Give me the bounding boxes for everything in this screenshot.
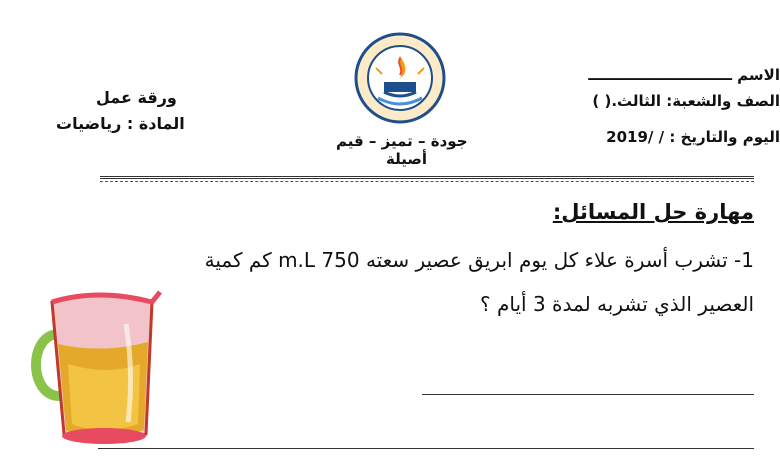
answer-line-long [98, 448, 754, 449]
school-motto-line2: أصيلة [386, 150, 427, 168]
answer-line-short [422, 394, 754, 395]
question-line-1: 1- تشرب أسرة علاء كل يوم ابريق عصير سعته 750 m.L كم كمية [204, 248, 754, 272]
date-field-label: اليوم والتاريخ : / /2019 [606, 128, 780, 146]
worksheet-title: ورقة عمل [96, 88, 177, 107]
header-separator [100, 176, 754, 179]
question-line-2: العصير الذي تشربه لمدة 3 أيام ؟ [480, 292, 754, 316]
school-motto-line1: جودة – تميز – قيم [336, 132, 468, 150]
section-title: مهارة حل المسائل: [552, 200, 754, 224]
grade-field-label: الصف والشعبة: الثالث.( ) [592, 92, 780, 110]
subject-label: المادة : رياضيات [56, 114, 185, 133]
juice-jug-image [28, 284, 168, 454]
school-logo [354, 28, 446, 128]
name-field-label: الاسم ــــــــــــــــــــــــــــ [588, 66, 780, 84]
